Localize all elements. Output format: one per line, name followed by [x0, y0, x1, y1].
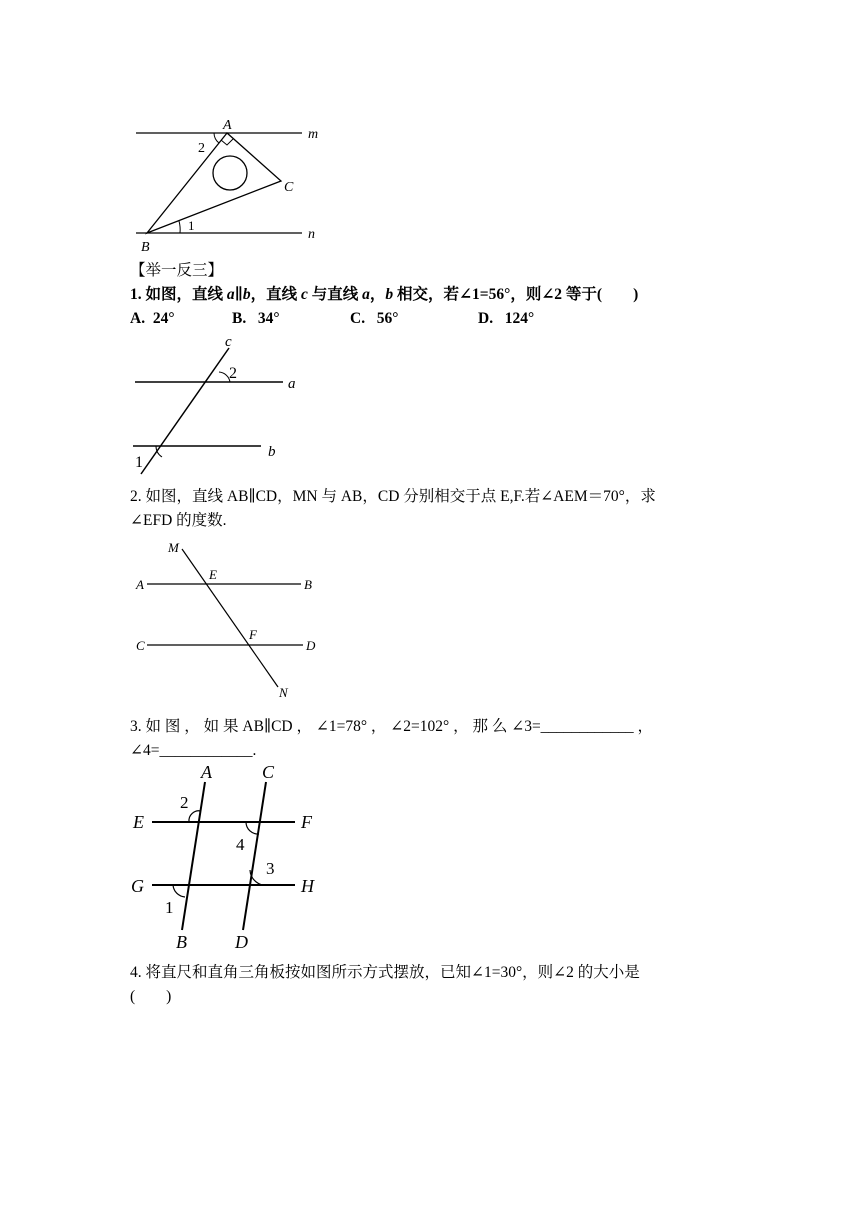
q1-part: 相交，若∠1=56°，则∠2 等于( )	[393, 286, 639, 303]
label-C: C	[136, 638, 145, 653]
q1-option-b[interactable]: B. 34°	[232, 310, 280, 327]
label-A: A	[223, 118, 232, 133]
angle-2-label: 2	[180, 793, 189, 812]
label-G: G	[131, 876, 144, 896]
q3-line2: ∠4=____________.	[130, 742, 257, 759]
label-F: F	[301, 812, 312, 832]
q1-part: ，直线	[250, 286, 301, 303]
q1-var-c: c	[301, 286, 308, 303]
q1-text	[130, 284, 638, 306]
label-n: n	[308, 227, 315, 242]
q1-var-a: a	[362, 286, 370, 303]
q1-var-b: b	[385, 286, 394, 303]
label-F: F	[249, 627, 257, 642]
label-D: D	[235, 932, 248, 952]
label-C: C	[284, 180, 294, 195]
figure-q3-two-pairs-of-lines	[125, 760, 335, 955]
q1-number: 1.	[130, 286, 142, 303]
angle-3-label: 3	[266, 859, 275, 878]
label-B: B	[141, 240, 150, 255]
q3-line1: 3. 如 图 ， 如 果 AB∥CD ， ∠1=78° ， ∠2=102° ， 那 么 ∠3=____________ ，	[130, 718, 654, 735]
q1-var-a: a	[226, 286, 235, 303]
figure-triangle-parallel-lines	[120, 110, 340, 255]
angle-1-label: 1	[165, 898, 174, 917]
label-m: m	[308, 127, 319, 142]
q2-line1: 2. 如图，直线 AB∥CD，MN 与 AB，CD 分别相交于点 E,F.若∠AEM＝70°，求	[130, 488, 656, 505]
angle-2-label: 2	[229, 365, 237, 382]
label-b: b	[268, 444, 276, 460]
q1-option-c[interactable]: C. 56°	[350, 310, 399, 327]
q4-line1: 4. 将直尺和直角三角板按如图所示方式摆放，已知∠1=30°，则∠2 的大小是	[130, 964, 640, 981]
label-B: B	[176, 932, 187, 952]
label-A: A	[201, 762, 212, 782]
label-N: N	[279, 685, 288, 700]
label-a: a	[288, 376, 296, 392]
q1-part: 与直线	[307, 286, 363, 303]
label-E: E	[209, 567, 217, 582]
angle-1-label: 1	[188, 218, 195, 233]
label-B: B	[304, 577, 312, 592]
q1-option-d[interactable]: D. 124°	[478, 310, 535, 327]
angle-1-label: 1	[135, 454, 143, 471]
angle-4-label: 4	[236, 835, 245, 854]
q1-parallel: ∥	[234, 286, 243, 303]
q1-var-b: b	[242, 286, 251, 303]
label-C: C	[262, 762, 275, 782]
label-H: H	[301, 876, 314, 896]
q2-line2: ∠EFD 的度数.	[130, 512, 227, 529]
q1-part: ，	[369, 286, 386, 303]
label-M: M	[168, 540, 179, 555]
section-heading: 【举一反三】	[130, 262, 224, 279]
q4-line2: ( )	[130, 988, 172, 1005]
label-D: D	[306, 638, 316, 653]
label-A: A	[136, 577, 144, 592]
q1-part: 如图，直线	[145, 286, 227, 303]
figure-q2-parallel-lines	[125, 535, 335, 705]
label-c: c	[225, 334, 232, 350]
q1-option-a[interactable]: A. 24°	[130, 310, 175, 327]
label-E: E	[133, 812, 144, 832]
angle-2-label: 2	[198, 141, 205, 156]
figure-q1-transversal	[125, 332, 315, 477]
